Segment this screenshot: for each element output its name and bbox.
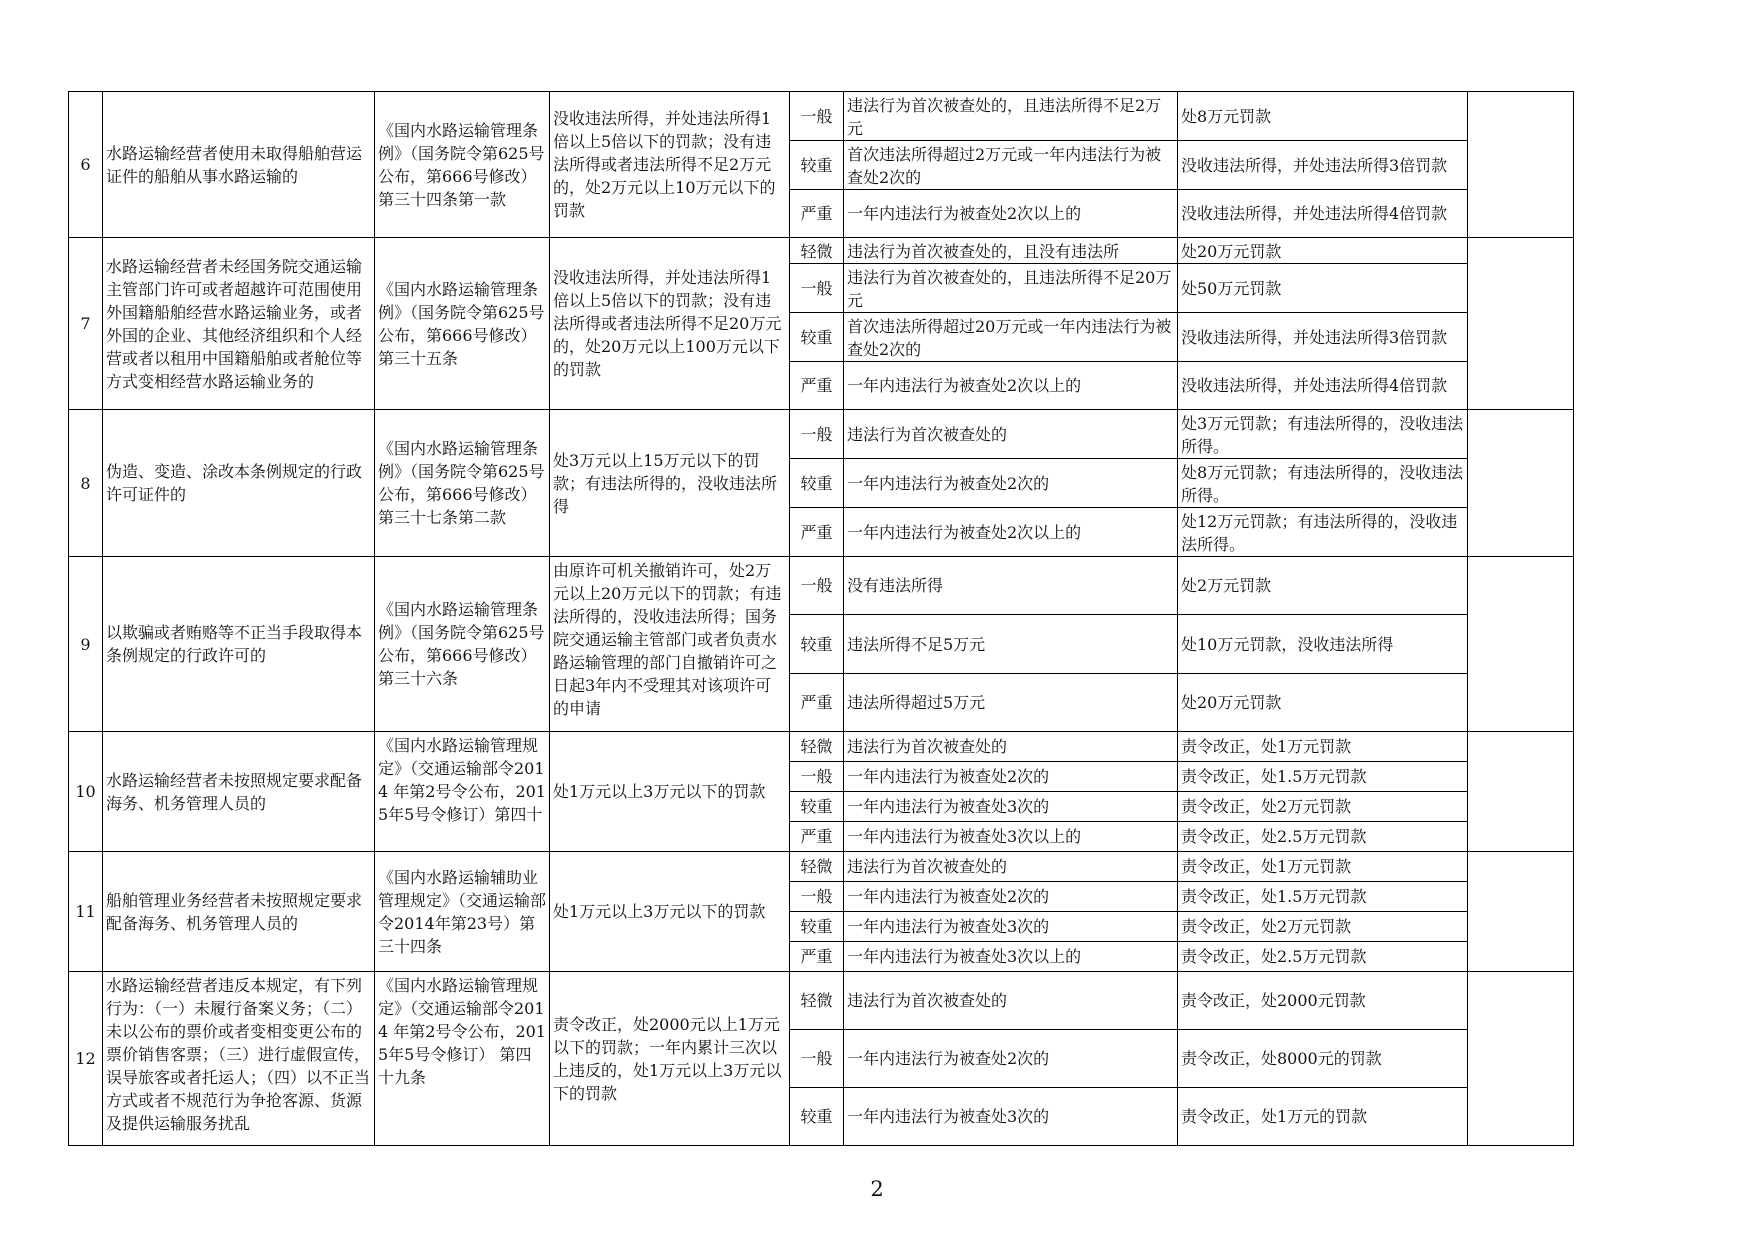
remarks-cell: [1468, 410, 1574, 557]
circumstance-text: 违法行为首次被查处的: [847, 424, 1008, 444]
circumstance: [844, 141, 1178, 190]
penalty-standard: [1178, 942, 1468, 972]
penalty-standard: [1178, 141, 1468, 190]
legal-basis-text: 《国内水路运输管理条例》（国务院令第625号公布，第666号修改）第三十四条第一款: [378, 120, 545, 209]
circumstance: [844, 882, 1178, 912]
circumstance-text: 一年内违法行为被查处3次以上的: [847, 947, 1082, 966]
severity-level: [790, 882, 844, 912]
penalty-standard-text: 处3万元罚款；有违法所得的，没收违法所得。: [1181, 414, 1464, 456]
legal-basis-text: 《国内水路运输管理条例》（国务院令第625号公布，第666号修改）第三十六条: [378, 600, 545, 688]
penalty-standard: [1178, 1088, 1468, 1146]
penalty-standard-text: 责令改正，处1.5万元罚款: [1181, 887, 1367, 906]
penalty-standard: [1178, 822, 1468, 852]
violation-description-text: 船舶管理业务经营者未按照规定要求配备海务、机务管理人员的: [106, 890, 363, 933]
circumstance-text: 一年内违法行为被查处3次的: [847, 917, 1050, 936]
remarks-cell: [1468, 732, 1574, 852]
severity-level-text: 轻微: [800, 857, 833, 876]
severity-level: [790, 1030, 844, 1088]
severity-level-text: 较重: [800, 327, 833, 347]
penalty-standard-text: 没收违法所得，并处违法所得3倍罚款: [1181, 155, 1448, 175]
circumstance: [844, 942, 1178, 972]
penalty-standard-text: 责令改正，处2.5万元罚款: [1181, 947, 1367, 966]
circumstance: [844, 313, 1178, 362]
circumstance: [844, 732, 1178, 762]
statutory-penalty-text: 没收违法所得，并处违法所得1倍以上5倍以下的罚款；没有违法所得或者违法所得不足2万元的，处2万元以上10万元以下的罚款: [553, 109, 776, 220]
row-number-text: 12: [75, 1049, 96, 1068]
penalty-standard-text: 责令改正，处1万元罚款: [1181, 857, 1352, 876]
severity-level-text: 一般: [800, 424, 833, 444]
legal-basis: [375, 557, 550, 732]
penalty-standard: [1178, 1030, 1468, 1088]
circumstance: [844, 238, 1178, 264]
severity-level: [790, 141, 844, 190]
violation-description: [103, 972, 375, 1146]
penalty-standard-text: 责令改正，处2万元罚款: [1181, 797, 1352, 816]
severity-level: [790, 732, 844, 762]
penalty-standard: [1178, 508, 1468, 557]
legal-basis: [375, 92, 550, 238]
penalty-standard-text: 处10万元罚款，没收违法所得: [1181, 634, 1394, 654]
legal-basis: [375, 972, 550, 1146]
statutory-penalty: [550, 238, 790, 410]
violation-description-text: 水路运输经营者未按照规定要求配备海务、机务管理人员的: [106, 770, 363, 813]
statutory-penalty-text: 没收违法所得，并处违法所得1倍以上5倍以下的罚款；没有违法所得或者违法所得不足20万元的，处20万元以上100万元以下的罚款: [553, 268, 782, 379]
circumstance-text: 违法行为首次被查处的: [847, 737, 1008, 756]
legal-basis: [375, 732, 550, 852]
row-number: [69, 92, 103, 238]
legal-basis-text: 《国内水路运输管理条例》（国务院令第625号公布，第666号修改）第三十七条第二款: [378, 439, 545, 527]
circumstance-text: 违法行为首次被查处的，且违法所得不足2万元: [847, 96, 1162, 138]
statutory-penalty: [550, 557, 790, 732]
circumstance-text: 违法所得超过5万元: [847, 693, 986, 712]
circumstance-text: 一年内违法行为被查处2次以上的: [847, 522, 1082, 542]
severity-level-text: 一般: [800, 767, 833, 786]
circumstance-text: 一年内违法行为被查处3次的: [847, 1107, 1050, 1126]
table-row: [69, 238, 1574, 264]
severity-level: [790, 410, 844, 459]
circumstance-text: 一年内违法行为被查处3次的: [847, 797, 1050, 816]
row-number-text: 8: [80, 473, 91, 493]
statutory-penalty-text: 处3万元以上15万元以下的罚款；有违法所得的，没收违法所得: [553, 450, 778, 516]
severity-level: [790, 92, 844, 141]
severity-level-text: 较重: [800, 155, 833, 175]
statutory-penalty: [550, 972, 790, 1146]
penalty-standard: [1178, 362, 1468, 410]
row-number: [69, 410, 103, 557]
row-number-text: 11: [75, 902, 96, 921]
circumstance-text: 违法行为首次被查处的，且没有违法所: [847, 242, 1120, 261]
penalty-standard: [1178, 92, 1468, 141]
severity-level: [790, 792, 844, 822]
circumstance: [844, 792, 1178, 822]
severity-level-text: 严重: [800, 693, 833, 712]
legal-basis: [375, 410, 550, 557]
row-number: [69, 732, 103, 852]
penalty-standard-text: 责令改正，处2万元罚款: [1181, 917, 1352, 936]
circumstance-text: 没有违法所得: [847, 576, 944, 595]
row-number-text: 6: [80, 155, 91, 174]
legal-basis: [375, 852, 550, 972]
legal-basis-text: 《国内水路运输辅助业管理规定》（交通运输部令2014年第23号）第三十四条: [378, 867, 546, 956]
table-row: [69, 557, 1574, 615]
penalty-standard: [1178, 238, 1468, 264]
circumstance: [844, 852, 1178, 882]
penalty-standard-text: 处50万元罚款: [1181, 278, 1282, 298]
severity-level: [790, 362, 844, 410]
violation-description: [103, 92, 375, 238]
severity-level: [790, 459, 844, 508]
severity-level: [790, 762, 844, 792]
violation-description: [103, 557, 375, 732]
penalty-standard-text: 处20万元罚款: [1181, 693, 1282, 712]
severity-level: [790, 508, 844, 557]
penalty-standard: [1178, 852, 1468, 882]
penalty-standard-text: 责令改正，处2000元罚款: [1181, 991, 1366, 1010]
severity-level: [790, 615, 844, 674]
penalty-standard: [1178, 264, 1468, 313]
circumstance: [844, 92, 1178, 141]
table-row: [69, 410, 1574, 459]
severity-level-text: 严重: [800, 827, 833, 846]
severity-level-text: 较重: [800, 1107, 833, 1126]
circumstance-text: 一年内违法行为被查处2次以上的: [847, 376, 1082, 395]
severity-level-text: 较重: [800, 797, 833, 816]
circumstance-text: 一年内违法行为被查处3次以上的: [847, 827, 1082, 846]
penalty-standard-text: 处2万元罚款: [1181, 576, 1272, 595]
circumstance-text: 一年内违法行为被查处2次的: [847, 1049, 1050, 1068]
penalty-standard-text: 责令改正，处1.5万元罚款: [1181, 767, 1367, 786]
severity-level-text: 严重: [800, 947, 833, 966]
severity-level-text: 轻微: [800, 737, 833, 756]
circumstance: [844, 972, 1178, 1030]
severity-level: [790, 1088, 844, 1146]
penalty-standard-text: 责令改正，处2.5万元罚款: [1181, 827, 1367, 846]
circumstance: [844, 459, 1178, 508]
circumstance-text: 一年内违法行为被查处2次的: [847, 473, 1050, 493]
penalty-standard: [1178, 882, 1468, 912]
violation-description-text: 水路运输经营者使用未取得船舶营运证件的船舶从事水路运输的: [106, 143, 363, 186]
remarks-cell: [1468, 972, 1574, 1146]
page-number: 2: [870, 1177, 884, 1201]
circumstance: [844, 264, 1178, 313]
severity-level: [790, 674, 844, 732]
table-row: [69, 852, 1574, 882]
severity-level-text: 较重: [800, 917, 833, 936]
penalty-standard-text: 责令改正，处8000元的罚款: [1181, 1049, 1382, 1068]
severity-level-text: 较重: [800, 473, 833, 493]
penalty-standard-text: 没收违法所得，并处违法所得4倍罚款: [1181, 376, 1448, 395]
penalty-standard: [1178, 972, 1468, 1030]
violation-description: [103, 732, 375, 852]
table-row: [69, 92, 1574, 141]
severity-level-text: 一般: [800, 576, 833, 595]
severity-level-text: 轻微: [800, 242, 833, 261]
remarks-cell: [1468, 557, 1574, 732]
legal-basis-text: 《国内水路运输管理规定》（交通运输部令2014 年第2号令公布，2015年5号令修订） 第四十九条: [378, 976, 546, 1087]
penalty-standard-text: 处12万元罚款；有违法所得的，没收违法所得。: [1181, 512, 1458, 554]
legal-basis-text: 《国内水路运输管理规定》（交通运输部令2014 年第2号令公布，2015年5号令修订）第四十: [378, 736, 546, 824]
penalty-standard: [1178, 674, 1468, 732]
violation-description-text: 水路运输经营者违反本规定，有下列行为：（一）未履行备案义务；（二）未以公布的票价或者变相变更公布的票价销售客票；（三）进行虚假宣传，误导旅客或者托运人；（四）以不正当方式或者不规范行为争抢客源、货源及提供运输服务扰乱: [106, 976, 371, 1133]
severity-level: [790, 912, 844, 942]
violation-description-text: 水路运输经营者未经国务院交通运输主管部门许可或者超越许可范围使用外国籍船舶经营水路运输业务，或者外国的企业、其他经济组织和个人经营或者以租用中国籍船舶或者舱位等方式变相经营水路运输业务的: [106, 256, 363, 391]
severity-level: [790, 942, 844, 972]
row-number-text: 7: [80, 314, 91, 333]
severity-level-text: 严重: [800, 204, 833, 223]
statutory-penalty-text: 处1万元以上3万元以下的罚款: [553, 782, 766, 801]
penalty-standard: [1178, 912, 1468, 942]
circumstance-text: 一年内违法行为被查处2次的: [847, 887, 1050, 906]
row-number: [69, 972, 103, 1146]
severity-level: [790, 972, 844, 1030]
row-number: [69, 852, 103, 972]
penalty-standard: [1178, 615, 1468, 674]
circumstance-text: 违法所得不足5万元: [847, 634, 986, 654]
circumstance-text: 首次违法所得超过20万元或一年内违法行为被查处2次的: [847, 317, 1172, 359]
circumstance: [844, 615, 1178, 674]
penalty-standard-text: 责令改正，处1万元罚款: [1181, 737, 1352, 756]
severity-level-text: 一般: [800, 887, 833, 906]
circumstance: [844, 1030, 1178, 1088]
remarks-cell: [1468, 92, 1574, 238]
severity-level: [790, 264, 844, 313]
violation-description: [103, 410, 375, 557]
circumstance: [844, 190, 1178, 238]
penalty-standard: [1178, 732, 1468, 762]
statutory-penalty: [550, 732, 790, 852]
penalty-standard: [1178, 410, 1468, 459]
severity-level: [790, 852, 844, 882]
penalty-standard: [1178, 557, 1468, 615]
statutory-penalty: [550, 92, 790, 238]
circumstance: [844, 674, 1178, 732]
row-number: [69, 238, 103, 410]
circumstance: [844, 912, 1178, 942]
statutory-penalty-text: 处1万元以上3万元以下的罚款: [553, 902, 766, 921]
severity-level: [790, 313, 844, 362]
severity-level-text: 一般: [800, 278, 833, 298]
statutory-penalty-text: 由原许可机关撤销许可，处2万元以上20万元以下的罚款；有违法所得的，没收违法所得；国务院交通运输主管部门或者负责水路运输管理的部门自撤销许可之日起3年内不受理其对该项许可的申请: [553, 561, 782, 718]
penalty-standard: [1178, 792, 1468, 822]
circumstance: [844, 1088, 1178, 1146]
penalty-standard-text: 处8万元罚款；有违法所得的，没收违法所得。: [1181, 463, 1464, 505]
row-number-text: 9: [80, 634, 91, 654]
severity-level-text: 轻微: [800, 991, 833, 1010]
circumstance: [844, 508, 1178, 557]
severity-level: [790, 557, 844, 615]
severity-level-text: 较重: [800, 634, 833, 654]
severity-level: [790, 822, 844, 852]
severity-level-text: 一般: [800, 1049, 833, 1068]
remarks-cell: [1468, 852, 1574, 972]
circumstance: [844, 762, 1178, 792]
penalty-standard-text: 处20万元罚款: [1181, 242, 1282, 261]
penalty-standard-text: 没收违法所得，并处违法所得4倍罚款: [1181, 204, 1448, 223]
circumstance-text: 首次违法所得超过2万元或一年内违法行为被查处2次的: [847, 145, 1162, 187]
penalty-standard: [1178, 459, 1468, 508]
legal-basis: [375, 238, 550, 410]
circumstance-text: 违法行为首次被查处的: [847, 991, 1008, 1010]
table-row: [69, 732, 1574, 762]
circumstance-text: 违法行为首次被查处的: [847, 857, 1008, 876]
circumstance: [844, 557, 1178, 615]
circumstance-text: 违法行为首次被查处的，且违法所得不足20万元: [847, 268, 1172, 310]
remarks-cell: [1468, 238, 1574, 410]
violation-description-text: 伪造、变造、涂改本条例规定的行政许可证件的: [106, 462, 363, 504]
statutory-penalty: [550, 410, 790, 557]
penalty-standard-text: 处8万元罚款: [1181, 106, 1272, 126]
severity-level-text: 严重: [800, 522, 833, 542]
table-row: [69, 972, 1574, 1030]
penalty-standard: [1178, 762, 1468, 792]
violation-description-text: 以欺骗或者贿赂等不正当手段取得本条例规定的行政许可的: [106, 623, 363, 665]
legal-basis-text: 《国内水路运输管理条例》（国务院令第625号公布，第666号修改）第三十五条: [378, 279, 545, 368]
severity-level-text: 严重: [800, 376, 833, 395]
violation-description: [103, 852, 375, 972]
circumstance: [844, 410, 1178, 459]
circumstance: [844, 362, 1178, 410]
statutory-penalty-text: 责令改正，处2000元以上1万元以下的罚款；一年内累计三次以上违反的，处1万元以上3万元以下的罚款: [553, 1014, 782, 1103]
circumstance-text: 一年内违法行为被查处2次的: [847, 767, 1050, 786]
circumstance: [844, 822, 1178, 852]
penalty-standard-text: 责令改正，处1万元的罚款: [1181, 1107, 1368, 1126]
severity-level-text: 一般: [800, 106, 833, 126]
penalty-standards-table: [68, 91, 1574, 1146]
penalty-standard-text: 没收违法所得，并处违法所得3倍罚款: [1181, 327, 1448, 347]
row-number-text: 10: [75, 782, 96, 801]
severity-level: [790, 238, 844, 264]
penalty-standard: [1178, 190, 1468, 238]
severity-level: [790, 190, 844, 238]
penalty-standard: [1178, 313, 1468, 362]
circumstance-text: 一年内违法行为被查处2次以上的: [847, 204, 1082, 223]
row-number: [69, 557, 103, 732]
statutory-penalty: [550, 852, 790, 972]
violation-description: [103, 238, 375, 410]
